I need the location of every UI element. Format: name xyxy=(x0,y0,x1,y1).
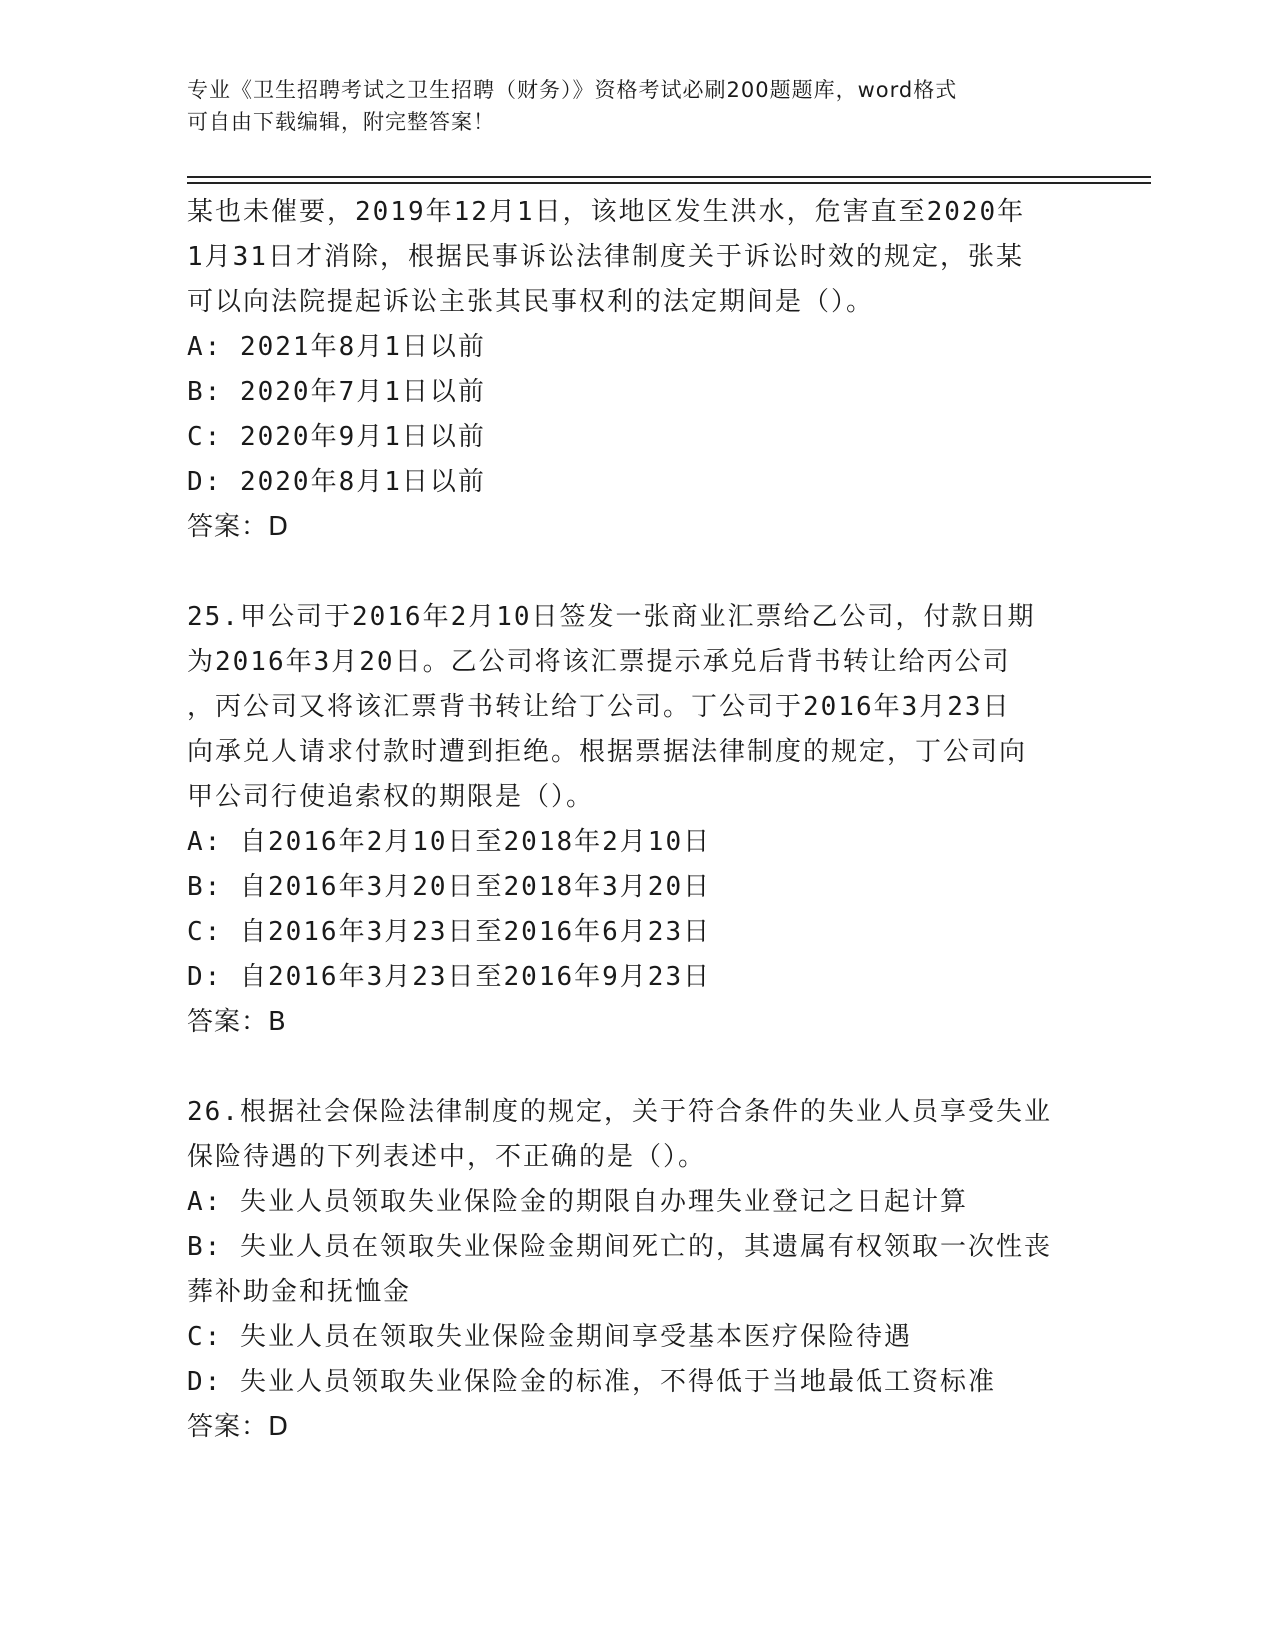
question-24-answer: 答案：D xyxy=(187,512,290,542)
header-rule-bottom xyxy=(187,182,1151,184)
question-26-option-b: B: 失业人员在领取失业保险金期间死亡的，其遗属有权领取一次性丧 xyxy=(187,1232,1052,1262)
question-26-option-b-continued: 葬补助金和抚恤金 xyxy=(187,1277,412,1307)
question-24-option-c: C: 2020年9月1日以前 xyxy=(187,422,486,452)
question-24-stem-line: 某也未催要，2019年12月1日，该地区发生洪水，危害直至2020年 xyxy=(187,197,1026,227)
question-24-stem-line: 1月31日才消除，根据民事诉讼法律制度关于诉讼时效的规定，张某 xyxy=(187,242,1024,272)
question-25-option-c: C: 自2016年3月23日至2016年6月23日 xyxy=(187,917,712,947)
question-25-option-b: B: 自2016年3月20日至2018年3月20日 xyxy=(187,872,712,902)
question-26-option-c: C: 失业人员在领取失业保险金期间享受基本医疗保险待遇 xyxy=(187,1322,912,1352)
question-24-option-d: D: 2020年8月1日以前 xyxy=(187,467,486,497)
question-content xyxy=(187,190,1087,1450)
question-25-stem-line: 甲公司行使追索权的期限是（）。 xyxy=(187,782,595,812)
question-24-option-a: A: 2021年8月1日以前 xyxy=(187,332,486,362)
question-26-option-a: A: 失业人员领取失业保险金的期限自办理失业登记之日起计算 xyxy=(187,1187,968,1217)
question-25-stem-line: 25.甲公司于2016年2月10日签发一张商业汇票给乙公司，付款日期 xyxy=(187,602,1036,632)
question-25-stem-line: ，丙公司又将该汇票背书转让给丁公司。丁公司于2016年3月23日 xyxy=(187,692,1011,722)
question-24-option-b: B: 2020年7月1日以前 xyxy=(187,377,486,407)
question-26-answer: 答案：D xyxy=(187,1412,290,1442)
question-25-option-a: A: 自2016年2月10日至2018年2月10日 xyxy=(187,827,712,857)
question-25-stem-line: 向承兑人请求付款时遭到拒绝。根据票据法律制度的规定，丁公司向 xyxy=(187,737,1028,767)
question-26-stem-line: 保险待遇的下列表述中，不正确的是（）。 xyxy=(187,1142,707,1172)
document-header xyxy=(187,74,1067,138)
header-title-line-2: 可自由下载编辑，附完整答案！ xyxy=(187,110,495,134)
question-25-option-d: D: 自2016年3月23日至2016年9月23日 xyxy=(187,962,712,992)
question-24-block xyxy=(187,190,1087,550)
question-26-block xyxy=(187,1090,1087,1450)
header-rule-top xyxy=(187,176,1151,178)
question-25-answer: 答案：B xyxy=(187,1007,287,1037)
question-26-option-d: D: 失业人员领取失业保险金的标准，不得低于当地最低工资标准 xyxy=(187,1367,996,1397)
question-spacer xyxy=(187,550,1087,595)
question-26-stem-line: 26.根据社会保险法律制度的规定，关于符合条件的失业人员享受失业 xyxy=(187,1097,1052,1127)
header-title-line-1: 专业《卫生招聘考试之卫生招聘（财务）》资格考试必刷200题题库，word格式 xyxy=(187,78,958,102)
question-spacer xyxy=(187,1045,1087,1090)
question-24-stem-line: 可以向法院提起诉讼主张其民事权利的法定期间是（）。 xyxy=(187,287,875,317)
question-25-block xyxy=(187,595,1087,1045)
question-25-stem-line: 为2016年3月20日。乙公司将该汇票提示承兑后背书转让给丙公司 xyxy=(187,647,1011,677)
